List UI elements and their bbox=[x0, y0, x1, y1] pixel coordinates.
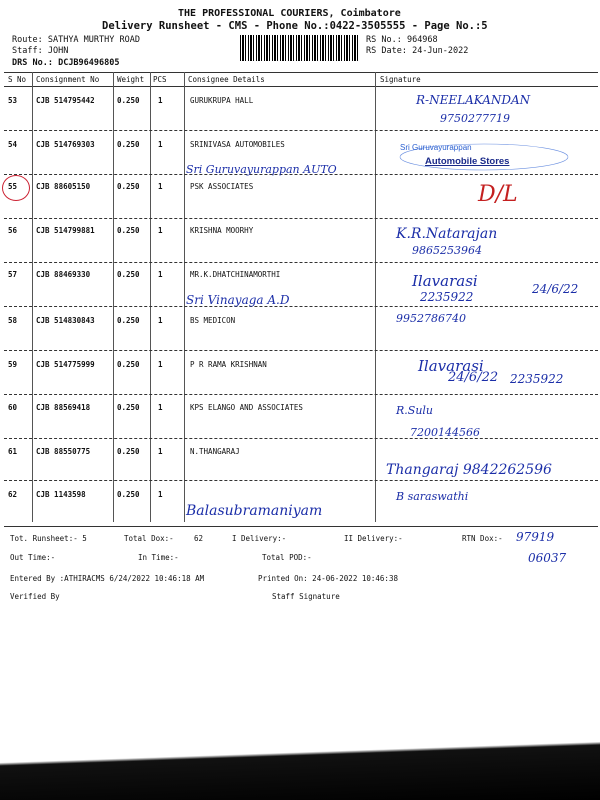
rs-no-value: 964968 bbox=[406, 35, 438, 45]
row-weight: 0.250 bbox=[117, 360, 140, 369]
note-row-57: Sri Vinayaga A.D bbox=[186, 293, 290, 307]
route-line bbox=[12, 35, 140, 45]
row-sno: 61 bbox=[8, 447, 18, 456]
in-time: In Time:- bbox=[138, 553, 179, 562]
printed-on: Printed On: 24-06-2022 10:46:38 bbox=[258, 574, 398, 583]
total-pod: Total POD:- bbox=[262, 553, 312, 562]
col-header-consignment: Consignment No bbox=[36, 75, 100, 84]
signature-60-phone: 7200144566 bbox=[410, 426, 480, 439]
ii-delivery: II Delivery:- bbox=[344, 534, 403, 543]
row-divider bbox=[4, 218, 598, 219]
col-divider bbox=[32, 72, 33, 522]
row-sno: 54 bbox=[8, 140, 18, 149]
drs-value: DCJB96496805 bbox=[58, 58, 120, 68]
staff-signature: Staff Signature bbox=[272, 592, 340, 601]
row-weight: 0.250 bbox=[117, 490, 140, 499]
rs-no-label: RS No.: bbox=[366, 35, 402, 45]
row-consignment: CJB 514769303 bbox=[36, 140, 95, 149]
rs-date-label: RS Date: bbox=[366, 46, 407, 56]
row-weight: 0.250 bbox=[117, 403, 140, 412]
row-consignee: MR.K.DHATCHINAMORTHI bbox=[190, 270, 281, 279]
row-pcs: 1 bbox=[158, 360, 163, 369]
col-divider bbox=[184, 72, 185, 522]
row-sno: 60 bbox=[8, 403, 18, 412]
row-consignee: PSK ASSOCIATES bbox=[190, 182, 254, 191]
row-weight: 0.250 bbox=[117, 96, 140, 105]
i-delivery: I Delivery:- bbox=[232, 534, 287, 543]
row-consignment: CJB 88605150 bbox=[36, 182, 91, 191]
rtn-dox: RTN Dox:- bbox=[462, 534, 503, 543]
row-pcs: 1 bbox=[158, 403, 163, 412]
row-divider bbox=[4, 130, 598, 131]
rs-date-value: 24-Jun-2022 bbox=[412, 46, 469, 56]
row-sno: 56 bbox=[8, 226, 18, 235]
row-pcs: 1 bbox=[158, 270, 163, 279]
drs-label: DRS No.: bbox=[12, 58, 53, 68]
col-divider bbox=[375, 72, 376, 522]
staff-label: Staff: bbox=[12, 46, 43, 56]
row-sno: 58 bbox=[8, 316, 18, 325]
row-pcs: 1 bbox=[158, 96, 163, 105]
signature-58-phone: 9952786740 bbox=[396, 312, 466, 325]
row-weight: 0.250 bbox=[117, 270, 140, 279]
row-weight: 0.250 bbox=[117, 316, 140, 325]
row-consignment: CJB 88469330 bbox=[36, 270, 91, 279]
signature-56-phone: 9865253964 bbox=[412, 244, 482, 257]
row-sno: 55 bbox=[8, 182, 18, 191]
row-consignee: SRINIVASA AUTOMOBILES bbox=[190, 140, 285, 149]
runsheet-subtitle: Delivery Runsheet - CMS - Phone No.:0422-3505555 - Page No.:5 bbox=[102, 20, 488, 32]
staff-value: JOHN bbox=[47, 46, 69, 56]
header-bottom-rule bbox=[4, 86, 598, 87]
route-value: SATHYA MURTHY ROAD bbox=[47, 35, 140, 45]
signature-59-phone: 2235922 bbox=[510, 372, 564, 386]
signature-56-name: K.R.Natarajan bbox=[396, 226, 498, 242]
col-header-signature: Signature bbox=[380, 75, 421, 84]
table-top-rule bbox=[4, 72, 598, 73]
note-row-54: Sri Guruvayurappan AUTO bbox=[186, 163, 337, 176]
barcode bbox=[240, 35, 358, 61]
rtn-dox-note-1: 97919 bbox=[516, 530, 555, 544]
signature-59-date: 24/6/22 bbox=[448, 370, 499, 385]
row-consignee: BS MEDICON bbox=[190, 316, 236, 325]
signature-57-date: 24/6/22 bbox=[532, 282, 579, 296]
col-header-sno: S No bbox=[8, 75, 27, 84]
rs-date-line bbox=[366, 46, 468, 56]
staff-line bbox=[12, 46, 68, 56]
row-divider bbox=[4, 306, 598, 307]
rs-no-line bbox=[366, 35, 438, 45]
row-consignment: CJB 514795442 bbox=[36, 96, 95, 105]
row-pcs: 1 bbox=[158, 182, 163, 191]
row-pcs: 1 bbox=[158, 447, 163, 456]
total-dox-value: 62 bbox=[194, 534, 204, 543]
row-sno: 57 bbox=[8, 270, 18, 279]
out-time: Out Time:- bbox=[10, 553, 56, 562]
row-divider bbox=[4, 262, 598, 263]
row-consignee: KRISHNA MOORHY bbox=[190, 226, 254, 235]
signature-57-name: Ilavarasi bbox=[412, 272, 478, 290]
row-consignment: CJB 514775999 bbox=[36, 360, 95, 369]
red-circle-mark bbox=[2, 175, 30, 201]
row-divider bbox=[4, 438, 598, 439]
row-consignee: KPS ELANGO AND ASSOCIATES bbox=[190, 403, 303, 412]
scan-shadow bbox=[0, 740, 600, 800]
col-divider bbox=[150, 72, 151, 522]
row-divider bbox=[4, 480, 598, 481]
company-title: THE PROFESSIONAL COURIERS, Coimbatore bbox=[178, 8, 401, 19]
row-consignment: CJB 514830843 bbox=[36, 316, 95, 325]
row-weight: 0.250 bbox=[117, 447, 140, 456]
signature-53-name: R-NEELAKANDAN bbox=[416, 93, 531, 107]
drs-line bbox=[12, 58, 120, 68]
row-divider bbox=[4, 394, 598, 395]
row-sno: 62 bbox=[8, 490, 18, 499]
row-pcs: 1 bbox=[158, 140, 163, 149]
signature-57-phone: 2235922 bbox=[420, 290, 474, 304]
row-pcs: 1 bbox=[158, 316, 163, 325]
signature-53-phone: 9750277719 bbox=[440, 112, 510, 125]
row-divider bbox=[4, 350, 598, 351]
signature-55: D/L bbox=[478, 182, 518, 207]
col-header-pcs: PCS bbox=[153, 75, 167, 84]
row-consignee: GURUKRUPA HALL bbox=[190, 96, 254, 105]
row-consignee: P R RAMA KRISHNAN bbox=[190, 360, 267, 369]
total-dox-label: Total Dox:- bbox=[124, 534, 174, 543]
route-label: Route: bbox=[12, 35, 43, 45]
signature-62-name: B saraswathi bbox=[396, 490, 469, 503]
stamp-line-2: Automobile Stores bbox=[425, 156, 510, 167]
row-weight: 0.250 bbox=[117, 182, 140, 191]
row-sno: 59 bbox=[8, 360, 18, 369]
row-consignment: CJB 514799881 bbox=[36, 226, 95, 235]
row-consignment: CJB 1143598 bbox=[36, 490, 86, 499]
stamp-line-1: Sri Guruvayurappan bbox=[400, 143, 472, 152]
table-bottom-rule bbox=[4, 526, 598, 527]
row-consignee: N.THANGARAJ bbox=[190, 447, 240, 456]
row-sno: 53 bbox=[8, 96, 18, 105]
signature-59-name: Ilavarasi bbox=[418, 357, 484, 375]
signature-61: Thangaraj 9842262596 bbox=[386, 462, 552, 478]
col-header-consignee: Consignee Details bbox=[188, 75, 265, 84]
row-weight: 0.250 bbox=[117, 226, 140, 235]
note-row-62: Balasubramaniyam bbox=[186, 503, 323, 519]
row-consignment: CJB 88550775 bbox=[36, 447, 91, 456]
row-weight: 0.250 bbox=[117, 140, 140, 149]
row-pcs: 1 bbox=[158, 226, 163, 235]
rtn-dox-note-2: 06037 bbox=[528, 551, 567, 565]
row-pcs: 1 bbox=[158, 490, 163, 499]
tot-runsheet: Tot. Runsheet:- 5 bbox=[10, 534, 87, 543]
entered-by: Entered By :ATHIRACMS 6/24/2022 10:46:18 AM bbox=[10, 574, 205, 583]
verified-by: Verified By bbox=[10, 592, 60, 601]
signature-60-name: R.Sulu bbox=[396, 404, 434, 417]
col-header-weight: Weight bbox=[117, 75, 145, 84]
col-divider bbox=[113, 72, 114, 522]
row-consignment: CJB 88569418 bbox=[36, 403, 91, 412]
